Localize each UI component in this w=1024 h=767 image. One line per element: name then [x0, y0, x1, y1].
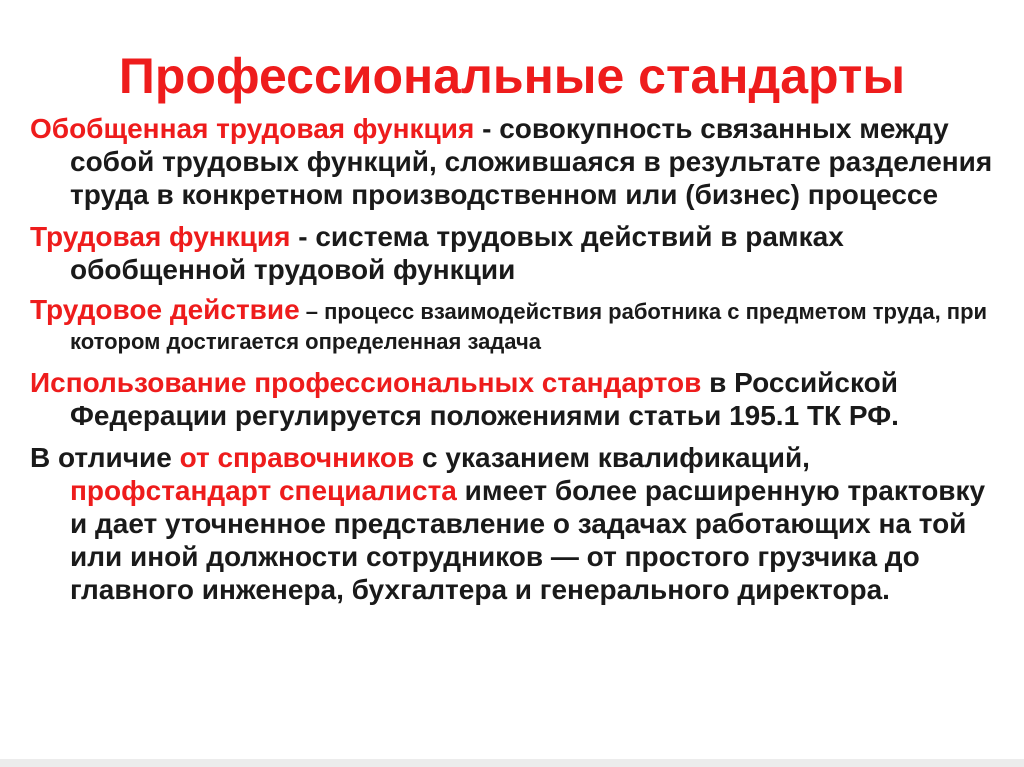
paragraph-text: с указанием квалификаций,	[414, 442, 810, 473]
term-standards-usage: Использование профессиональных стандартов	[30, 367, 702, 398]
definition-dash: –	[299, 299, 325, 324]
highlight-reference-books: от справочников	[179, 442, 415, 473]
footer-band	[0, 759, 1024, 767]
definition-labor-action	[30, 295, 995, 357]
definition-dash: -	[474, 113, 500, 144]
term-generalized-labor-function: Обобщенная трудовая функция	[30, 113, 475, 144]
paragraph-text: в Российской Федерации регулируется положениями статьи 195.1 ТК РФ.	[70, 367, 899, 431]
paragraph-text: В отличие	[30, 442, 180, 473]
definition-text: совокупность связанных между собой трудовых функций, сложившаяся в результате разделения труда в конкретном производственном или (бизнес) процессе	[70, 113, 993, 210]
paragraph-text: имеет более расширенную трактовку и дает уточненное представление о задачах работающих на той или иной должности сотрудников — от простого грузчика до главного инженера, бухгалтера и генерального директора.	[70, 475, 986, 605]
definition-text: процесс взаимодействия работника с предметом труда, при котором достигается определенная задача	[70, 299, 988, 354]
slide-body	[30, 112, 995, 615]
term-labor-function: Трудовая функция	[30, 221, 291, 252]
paragraph-standards-usage	[30, 366, 995, 432]
highlight-specialist-standard: профстандарт специалиста	[70, 475, 457, 506]
paragraph-difference	[30, 441, 995, 606]
term-labor-action: Трудовое действие	[30, 294, 300, 325]
definition-labor-function	[30, 220, 995, 286]
slide-title: Профессиональные стандарты	[118, 48, 906, 104]
definition-dash: -	[290, 221, 316, 252]
definition-generalized-labor-function	[30, 112, 995, 211]
definition-text: система трудовых действий в рамках обобщенной трудовой функции	[70, 221, 844, 285]
